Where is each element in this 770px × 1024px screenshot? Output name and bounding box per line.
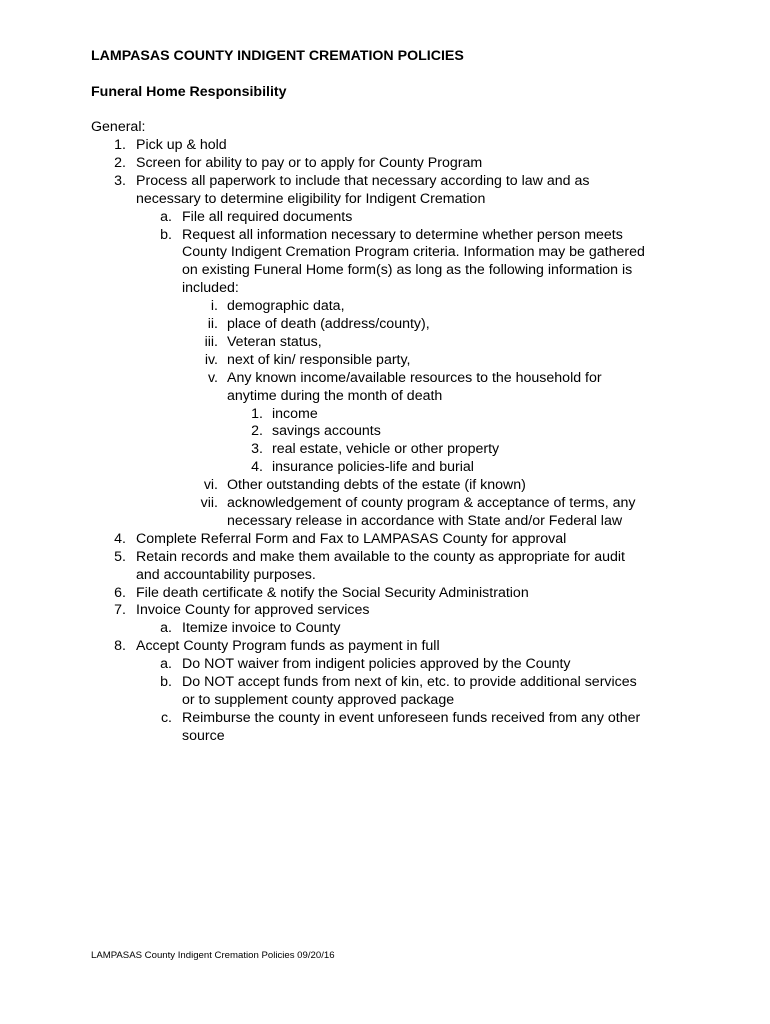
subsubitem-text: place of death (address/county), <box>227 316 430 332</box>
item-marker: 3. <box>114 172 126 189</box>
item-text: Retain records and make them available to the county as appropriate for audit <box>136 548 625 565</box>
subitem-text: Reimburse the county in event unforeseen funds received from any other <box>182 709 641 726</box>
item-marker: 2. <box>114 154 126 171</box>
subsubitem-text: necessary release in accordance with State and/or Federal law <box>227 512 623 529</box>
subitem-text: included: <box>182 280 239 297</box>
subitem-text: Do NOT waiver from indigent policies approved by the County <box>182 656 571 673</box>
subsubsubitem-marker: 4. <box>251 459 263 476</box>
subitem-text: File all required documents <box>182 208 353 225</box>
subitem-text: Request all information necessary to determine whether person meets <box>182 226 623 243</box>
item-text: necessary to determine eligibility for Indigent Cremation <box>136 190 486 207</box>
subsubsubitem-marker: 3. <box>251 441 263 458</box>
item-marker: 6. <box>114 584 126 601</box>
subitem-marker: a. <box>160 656 172 673</box>
subsubitem-text: acknowledgement of county program & acceptance of terms, any <box>227 495 636 511</box>
subitem-text: County Indigent Cremation Program criteria. Information may be gathered <box>182 244 645 261</box>
subsubitem-marker: vii. <box>200 495 218 511</box>
subitem-marker: a. <box>160 208 172 225</box>
subitem-text: Do NOT accept funds from next of kin, etc. to provide additional services <box>182 674 637 690</box>
subsubsubitem-text: real estate, vehicle or other property <box>272 441 500 458</box>
item-text: Complete Referral Form and Fax to LAMPASAS County for approval <box>136 530 567 547</box>
subsubsubitem-marker: 1. <box>251 405 263 422</box>
subitem-text: Itemize invoice to County <box>182 620 341 637</box>
subitem-text: on existing Funeral Home form(s) as long as the following information is <box>182 262 633 279</box>
document-footer: LAMPASAS County Indigent Cremation Policies 09/20/16 <box>91 950 335 961</box>
subitem-marker: a. <box>160 620 172 637</box>
item-text: Process all paperwork to include that necessary according to law and as <box>136 172 590 189</box>
item-marker: 7. <box>114 602 126 619</box>
item-text: and accountability purposes. <box>136 566 316 583</box>
general-label: General: <box>91 119 146 135</box>
item-text: Accept County Program funds as payment in full <box>136 638 440 655</box>
subsubitem-text: Veteran status, <box>227 333 322 350</box>
item-marker: 8. <box>114 638 126 655</box>
subsubitem-text: Any known income/available resources to the household for <box>227 369 602 386</box>
item-text: Screen for ability to pay or to apply for County Program <box>136 154 483 171</box>
subsubsubitem-text: savings accounts <box>272 423 381 440</box>
subsubitem-marker: vi. <box>203 477 218 494</box>
subsubitem-text: Other outstanding debts of the estate (if known) <box>227 477 526 494</box>
subitem-marker: c. <box>160 709 172 726</box>
document-title: LAMPASAS COUNTY INDIGENT CREMATION POLICIES <box>91 48 464 64</box>
subsubitem-marker: v. <box>208 369 218 386</box>
subsubitem-marker: iii. <box>204 333 218 350</box>
subsubitem-marker: iv. <box>204 351 218 368</box>
subsubsubitem-marker: 2. <box>251 423 263 440</box>
subsubitem-text: demographic data, <box>227 298 345 315</box>
subsubitem-marker: ii. <box>207 316 218 332</box>
subitem-text: or to supplement county approved package <box>182 691 455 708</box>
subitem-marker: b. <box>160 674 172 690</box>
item-text: Invoice County for approved services <box>136 602 370 619</box>
item-text: File death certificate & notify the Social Security Administration <box>136 584 529 601</box>
subitem-marker: b. <box>160 226 172 243</box>
item-marker: 1. <box>114 137 126 153</box>
item-text: Pick up & hold <box>136 137 227 153</box>
item-marker: 5. <box>114 548 126 565</box>
subsubitem-marker: i. <box>210 298 218 315</box>
subsubitem-text: next of kin/ responsible party, <box>227 351 411 368</box>
subitem-text: source <box>182 727 225 744</box>
subsubsubitem-text: income <box>272 405 318 422</box>
subsubsubitem-text: insurance policies-life and burial <box>272 459 474 476</box>
item-marker: 4. <box>114 530 126 547</box>
section-heading: Funeral Home Responsibility <box>91 84 287 100</box>
subsubitem-text: anytime during the month of death <box>227 387 443 404</box>
